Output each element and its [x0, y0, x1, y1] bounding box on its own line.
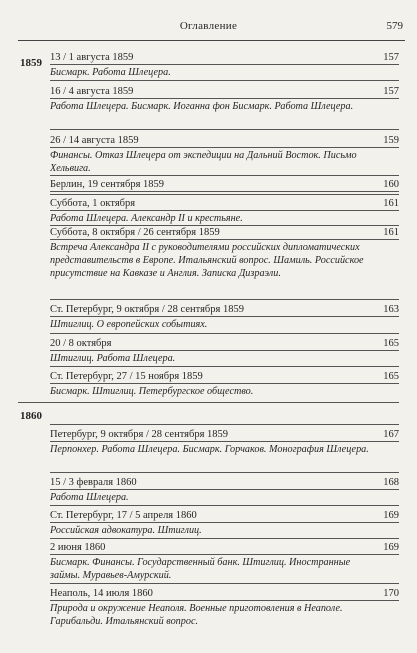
toc-entry [50, 508, 399, 537]
entry-topics: Бисмарк. Штиглиц. Петербургское общество. [50, 386, 254, 397]
toc-entry [50, 369, 399, 398]
entry-separator [50, 472, 399, 473]
entry-topics: Природа и окружение Неаполя. Военные приготовления в Неаполе. Гарибальди. Итальянский вопрос. [50, 603, 343, 627]
entry-header [50, 133, 399, 148]
entry-topics: Российская адвокатура. Штиглиц. [50, 525, 202, 536]
toc-entry [50, 196, 399, 225]
entry-date: Неаполь, 14 июля 1860 [50, 588, 153, 599]
section-separator [18, 402, 399, 403]
entry-page: 161 [383, 227, 399, 238]
entry-separator [50, 424, 399, 425]
entry-separator [50, 333, 399, 334]
entry-date: Берлин, 19 сентября 1859 [50, 179, 165, 190]
toc-entry [50, 84, 399, 113]
running-header [0, 20, 417, 40]
entry-header [50, 302, 399, 317]
entry-header [50, 508, 399, 523]
entry-separator [50, 366, 399, 367]
entry-header [50, 369, 399, 384]
entry-header [50, 475, 399, 490]
entry-topics: Работа Шлецера. [50, 492, 129, 503]
entry-topics: Бисмарк. Финансы. Государственный банк. Штиглиц. Иностранные займы. Муравьев-Амурский. [50, 557, 351, 581]
toc-entry [50, 50, 399, 79]
entry-topics: Штиглиц. О европейских событиях. [50, 319, 208, 330]
entry-separator [50, 583, 399, 584]
entry-header [50, 540, 399, 555]
entry-header [50, 84, 399, 99]
entry-separator [50, 299, 399, 300]
entry-separator [50, 194, 399, 195]
entry-date: 16 / 4 августа 1859 [50, 86, 134, 97]
entry-date: 2 июня 1860 [50, 542, 106, 553]
entry-page: 163 [383, 304, 399, 315]
toc-entry [50, 586, 399, 628]
entry-header [50, 336, 399, 351]
entry-separator [50, 175, 399, 176]
entry-page: 169 [383, 542, 399, 553]
entry-topics: Бисмарк. Работа Шлецера. [50, 67, 171, 78]
entry-topics: Работа Шлецера. Бисмарк. Иоганна фон Бисмарк. Работа Шлецера. [50, 101, 354, 112]
entry-topics: Работа Шлецера. Александр II и крестьяне. [50, 213, 243, 224]
entry-page: 157 [383, 86, 399, 97]
toc-entry [50, 133, 399, 175]
entry-page: 170 [383, 588, 399, 599]
entry-header [50, 196, 399, 211]
entry-page: 161 [383, 198, 399, 209]
entry-date: 15 / 3 февраля 1860 [50, 477, 137, 488]
entry-date: Суббота, 8 октября / 26 сентября 1859 [50, 227, 220, 238]
running-title: Оглавление [179, 20, 238, 32]
entry-page: 169 [383, 510, 399, 521]
toc-entry [50, 475, 399, 504]
entry-page: 165 [383, 371, 399, 382]
entry-topics: Финансы. Отказ Шлецера от экспедиции на Дальний Восток. Письмо Хельвига. [50, 150, 357, 174]
entry-date: Ст. Петербург, 9 октября / 28 сентября 1859 [50, 304, 244, 315]
entry-page: 160 [383, 179, 399, 190]
entry-header [50, 427, 399, 442]
entry-header [50, 50, 399, 65]
entry-page: 167 [383, 429, 399, 440]
page-number: 579 [386, 20, 403, 32]
entry-date: Ст. Петербург, 17 / 5 апреля 1860 [50, 510, 197, 521]
entry-page: 168 [383, 477, 399, 488]
entry-page: 157 [383, 52, 399, 63]
toc-entry [50, 225, 399, 280]
entry-header [50, 225, 399, 240]
entry-separator [50, 129, 399, 130]
year-heading-1860: 1860 [20, 410, 42, 422]
toc-entry [50, 427, 399, 456]
entry-separator [50, 538, 399, 539]
entry-header [50, 177, 399, 192]
entry-topics: Встреча Александра II с руководителями российских дипломатических представительств в Европе. Итальянский вопрос. Шамиль. Российское присутствие на Кавказе и Англия. Записка Дизраэли. [50, 242, 364, 279]
entry-page: 165 [383, 338, 399, 349]
entry-date: 20 / 8 октября [50, 338, 112, 349]
entry-date: Петербург, 9 октября / 28 сентября 1859 [50, 429, 229, 440]
entry-topics: Перпонхер. Работа Шлецера. Бисмарк. Горчаков. Монография Шлецера. [50, 444, 369, 455]
toc-entry [50, 336, 399, 365]
entry-date: Ст. Петербург, 27 / 15 ноября 1859 [50, 371, 203, 382]
entry-page: 159 [383, 135, 399, 146]
entry-date: 13 / 1 августа 1859 [50, 52, 134, 63]
toc-entry [50, 302, 399, 331]
toc-entry [50, 177, 399, 192]
entry-date: 26 / 14 августа 1859 [50, 135, 139, 146]
entry-separator [50, 80, 399, 81]
year-heading-1859: 1859 [20, 57, 42, 69]
entry-header [50, 586, 399, 601]
entry-separator [50, 505, 399, 506]
entry-date: Суббота, 1 октября [50, 198, 136, 209]
toc-entry [50, 540, 399, 582]
entry-topics: Штиглиц. Работа Шлецера. [50, 353, 176, 364]
header-rule [18, 40, 405, 41]
